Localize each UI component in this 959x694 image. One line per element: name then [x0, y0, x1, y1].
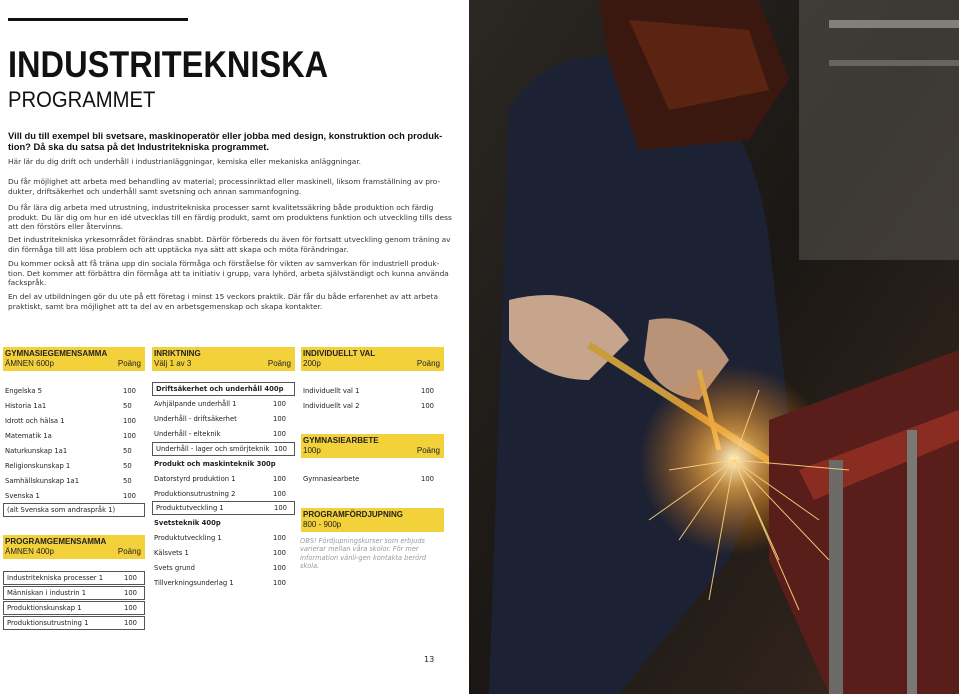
prog-row	[3, 586, 145, 600]
course-points: 100	[273, 415, 286, 423]
gymnasiearbete-poang: Poäng	[416, 446, 440, 455]
course-points: 100	[123, 417, 136, 425]
gym-row	[3, 474, 145, 488]
inriktning-row	[152, 487, 295, 501]
course-points: 100	[273, 475, 286, 483]
inriktning-section	[152, 516, 295, 530]
fordjupning-header	[301, 508, 444, 532]
prog-poang: Poäng	[117, 547, 141, 556]
page-number: 13	[424, 655, 435, 664]
course-points: 100	[273, 430, 286, 438]
course-points: 100	[421, 402, 434, 410]
individuellt-row	[301, 399, 444, 413]
inriktning-row	[152, 546, 295, 560]
course-points: 100	[124, 589, 137, 597]
individuellt-title: INDIVIDUELLT VAL	[303, 349, 376, 358]
course-name: Svets grund	[154, 564, 195, 572]
course-points: 100	[274, 445, 287, 453]
course-name: Historia 1a1	[5, 402, 47, 410]
course-name: Människan i industrin 1	[7, 589, 87, 597]
body-paragraph-2: Du får möjlighet att arbeta med behandling av material; processinriktad eller maskinell, liksom framställning av pro-dukter, driftsäkerhet och underhåll samt svetsning och annan sammanfogning.	[8, 177, 441, 196]
fordjupning-sub: 800 - 900p	[303, 520, 342, 529]
course-points: 50	[123, 447, 132, 455]
course-points: 50	[123, 462, 132, 470]
gymnasiearbete-row	[301, 472, 444, 486]
individuellt-header	[301, 347, 444, 371]
prog-row	[3, 571, 145, 585]
section-name: Svetsteknik 400p	[154, 519, 221, 527]
course-name: Datorstyrd produktion 1	[154, 475, 236, 483]
page-subtitle: PROGRAMMET	[8, 87, 156, 112]
course-points: 50	[123, 402, 132, 410]
individuellt-sub: 200p	[303, 359, 321, 368]
course-name: Industritekniska processer 1	[7, 574, 104, 582]
inriktning-row	[152, 427, 295, 441]
gym-row	[3, 503, 145, 517]
gymnasiearbete-header	[301, 434, 444, 458]
course-name: Produktionsutrustning 1	[7, 619, 89, 627]
fordjupning-title: PROGRAMFÖRDJUPNING	[303, 510, 404, 519]
course-points: 100	[123, 432, 136, 440]
course-name: (alt Svenska som andraspråk 1)	[7, 506, 116, 514]
body-paragraph-4: Det industritekniska yrkesområdet förändras snabbt. Därför förbereds du även för fortsatt utveckling genom träning av din förmåga till att lösa problem och att upptäcka nya sätt att skapa och möta förändringar.	[8, 235, 451, 254]
course-name: Matematik 1a	[5, 432, 52, 440]
course-name: Underhåll - elteknik	[154, 430, 221, 438]
course-points: 100	[274, 504, 287, 512]
prog-row	[3, 601, 145, 615]
inriktning-row	[152, 442, 295, 456]
inriktning-row	[152, 501, 295, 515]
gym-header	[3, 347, 145, 371]
info-note: OBS! Fördjupningskurser som erbjuds varierar mellan våra skolor. För mer information vänli-gen kontakta berörd skola.	[300, 537, 427, 570]
gym-row	[3, 399, 145, 413]
body-paragraph-3: Du får lära dig arbeta med utrustning, industritekniska processer samt kvalitetssäkring både produktion och färdig produkt. Du lär dig om hur en idé utvecklas till en färdig produkt, samt om produktens funktion och utveckling tills dess att den förstörs eller återvinns.	[8, 203, 452, 232]
inriktning-section	[152, 382, 295, 396]
course-points: 50	[123, 477, 132, 485]
course-name: Naturkunskap 1a1	[5, 447, 68, 455]
course-name: Samhällskunskap 1a1	[5, 477, 80, 485]
course-points: 100	[273, 579, 286, 587]
course-name: Underhåll - driftsäkerhet	[154, 415, 237, 423]
course-name: Gymnasiearbete	[303, 475, 360, 483]
course-points: 100	[123, 387, 136, 395]
inriktning-title: INRIKTNING	[154, 349, 201, 358]
prog-sub: ÄMNEN 400p	[5, 547, 54, 556]
individuellt-row	[301, 384, 444, 398]
welder-photo	[469, 0, 959, 694]
course-points: 100	[273, 490, 286, 498]
course-name: Produktionsutrustning 2	[154, 490, 236, 498]
inriktning-row	[152, 397, 295, 411]
gym-row	[3, 444, 145, 458]
course-name: Individuellt val 2	[303, 402, 360, 410]
inriktning-sub: Välj 1 av 3	[154, 359, 192, 368]
course-name: Engelska 5	[5, 387, 42, 395]
course-name: Religionskunskap 1	[5, 462, 71, 470]
gym-sub: ÄMNEN 600p	[5, 359, 54, 368]
prog-header	[3, 535, 145, 559]
course-points: 100	[273, 534, 286, 542]
course-name: Tillverkningsunderlag 1	[154, 579, 234, 587]
inriktning-header	[152, 347, 295, 371]
lead-paragraph: Vill du till exempel bli svetsare, maskinoperatör eller jobba med design, konstruktion och produk-tion? Då ska du satsa på det Industritekniska programmet.	[8, 130, 443, 152]
body-paragraph-5: Du kommer också att få träna upp din sociala förmåga och förståelse för vikten av samverkan för industriell produk-tion. Det kommer att förbättra din förmåga att ta initiativ i grupp, vara lyhörd, arbeta självständigt och kunna använda fackspråk.	[8, 259, 449, 288]
inriktning-poang: Poäng	[267, 359, 291, 368]
course-points: 100	[273, 549, 286, 557]
top-rule	[8, 18, 188, 21]
gym-row	[3, 489, 145, 503]
body-paragraph-6: En del av utbildningen gör du ute på ett företag i minst 15 veckors praktik. Där får du både erfarenhet av att arbeta praktiskt, samt bra möjlighet att ta del av en arbetsgemenskap och skapa kontakter.	[8, 292, 438, 311]
gym-poang: Poäng	[117, 359, 141, 368]
prog-title: PROGRAMGEMENSAMMA	[5, 537, 107, 546]
inriktning-row	[152, 561, 295, 575]
body-paragraph-1: Här lär du dig drift och underhåll i industrianläggningar, kemiska eller mekaniska anläggningar.	[8, 157, 362, 166]
course-points: 100	[421, 387, 434, 395]
gym-title: GYMNASIEGEMENSAMMA	[5, 349, 108, 358]
inriktning-row	[152, 576, 295, 590]
course-name: Produktionskunskap 1	[7, 604, 82, 612]
course-points: 100	[124, 604, 137, 612]
course-name: Svenska 1	[5, 492, 40, 500]
gymnasiearbete-sub: 100p	[303, 446, 321, 455]
course-name: Produktutveckling 1	[156, 504, 224, 512]
gym-row	[3, 459, 145, 473]
inriktning-row	[152, 531, 295, 545]
page-title: INDUSTRITEKNISKA	[8, 44, 329, 85]
inriktning-row	[152, 412, 295, 426]
course-name: Idrott och hälsa 1	[5, 417, 65, 425]
gym-row	[3, 384, 145, 398]
course-name: Underhåll - lager och smörjteknik	[156, 445, 270, 453]
prog-row	[3, 616, 145, 630]
individuellt-poang: Poäng	[416, 359, 440, 368]
course-name: Produktutveckling 1	[154, 534, 222, 542]
course-name: Kälsvets 1	[154, 549, 189, 557]
section-name: Produkt och maskinteknik 300p	[154, 460, 276, 468]
gym-row	[3, 414, 145, 428]
course-points: 100	[123, 492, 136, 500]
section-name: Driftsäkerhet och underhåll 400p	[156, 385, 284, 393]
inriktning-row	[152, 472, 295, 486]
course-points: 100	[124, 619, 137, 627]
course-name: Individuellt val 1	[303, 387, 360, 395]
gym-row	[3, 429, 145, 443]
course-points: 100	[273, 564, 286, 572]
gymnasiearbete-title: GYMNASIEARBETE	[303, 436, 379, 445]
course-points: 100	[421, 475, 434, 483]
inriktning-section	[152, 457, 295, 471]
course-points: 100	[273, 400, 286, 408]
course-points: 100	[124, 574, 137, 582]
course-name: Avhjälpande underhåll 1	[154, 400, 237, 408]
